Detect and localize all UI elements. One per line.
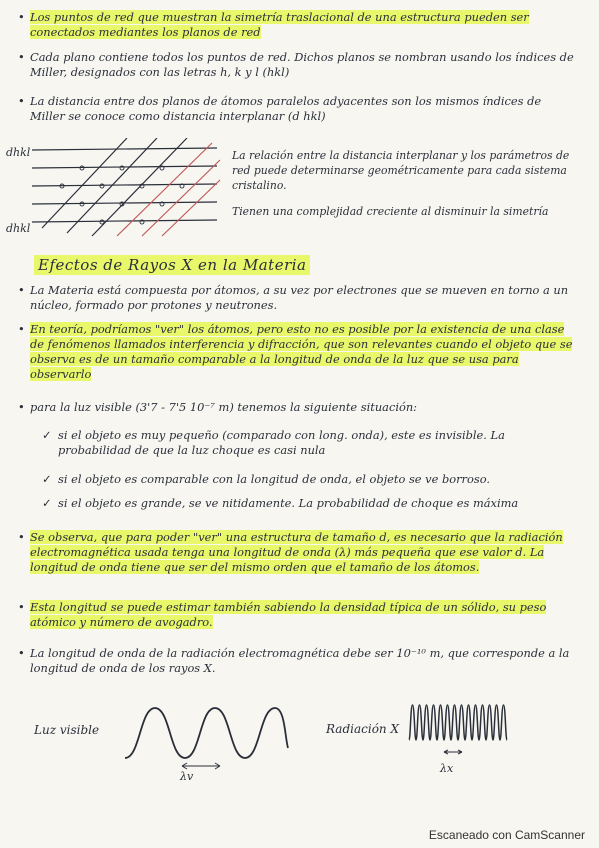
- bullet-estimate: [30, 600, 578, 630]
- check-text: si el objeto es comparable con la longitud de onda, el objeto se ve borroso.: [58, 472, 490, 486]
- bullet-text: La longitud de onda de la radiación electromagnética debe ser 10⁻¹⁰ m, que corresponde a la longitud de onda de los rayos X.: [30, 646, 570, 675]
- bullet-text: La Materia está compuesta por átomos, a su vez por electrones que se mueven en torno a un núcleo, formado por protones y neutrones.: [30, 283, 569, 312]
- xray-wave: [404, 700, 514, 770]
- check-text: si el objeto es grande, se ve nitidamente. La probabilidad de choque es máxima: [58, 496, 519, 510]
- bullet-visible-light: [30, 400, 578, 415]
- bullet-text: Cada plano contiene todos los puntos de red. Dichos planos se nombran usando los índices de Miller, designados con las letras h, k y l (hkl): [30, 50, 574, 79]
- bullet-planes: [30, 50, 578, 80]
- lattice-note-symmetry: Tienen una complejidad creciente al disminuir la simetría: [232, 205, 549, 218]
- bullet-xray-wavelength: [30, 646, 578, 676]
- bullet-text: Se observa, que para poder "ver" una estructura de tamaño d, es necesario que la radiación electromagnética usada tenga una longitud de onda (λ) más pequeña que ese valor d. La longitud de onda tiene que ser del mismo orden que el tamaño de los átomos.: [30, 530, 563, 574]
- bullet-lattice-points: [30, 10, 578, 40]
- check-text: si el objeto es muy pequeño (comparado con long. onda), este es invisible. La probabilidad de que la luz choque es casi nula: [58, 428, 505, 457]
- lattice-diagram: [22, 138, 222, 238]
- bullet-text: para la luz visible (3'7 - 7'5 10⁻⁷ m) tenemos la siguiente situación:: [30, 400, 418, 414]
- check-comparable-object: [58, 472, 573, 487]
- check-small-object: [58, 428, 573, 458]
- visible-light-wave: [120, 698, 290, 788]
- bullet-text: En teoría, podríamos "ver" los átomos, pero esto no es posible por la existencia de una clase de fenómenos llamados interferencia y difracción, que son relevantes cuando el objeto que se observa es de un tamaño comparable a la longitud de onda de la luz que se usa para observarlo: [30, 322, 573, 381]
- bullet-matter: [30, 283, 578, 313]
- visible-lambda-label: λv: [180, 770, 194, 783]
- check-large-object: [58, 496, 573, 511]
- lattice-note: La relación entre la distancia interplanar y los parámetros de red puede determinarse geométricamente para cada sistema cristalino.: [232, 149, 570, 192]
- bullet-text: Los puntos de red que muestran la simetría traslacional de una estructura pueden ser conectados mediantes los planos de red: [30, 10, 529, 39]
- bullet-text: Esta longitud se puede estimar también sabiendo la densidad típica de un sólido, su peso atómico y número de avogadro.: [30, 600, 547, 629]
- xray-lambda-label: λx: [440, 762, 454, 775]
- dhkl-label-top: dhkl: [6, 146, 31, 159]
- visible-light-label: Luz visible: [34, 723, 100, 737]
- bullet-observe: [30, 530, 578, 575]
- bullet-theory: [30, 322, 578, 382]
- section-heading: Efectos de Rayos X en la Materia: [34, 255, 310, 275]
- xray-label: Radiación X: [326, 722, 400, 736]
- bullet-interplanar: [30, 94, 578, 124]
- scanner-watermark: Escaneado con CamScanner: [428, 828, 585, 842]
- bullet-text: La distancia entre dos planos de átomos paralelos adyacentes son los mismos índices de Miller se conoce como distancia interplanar (d hkl): [30, 94, 542, 123]
- dhkl-label-bottom: dhkl: [6, 222, 31, 235]
